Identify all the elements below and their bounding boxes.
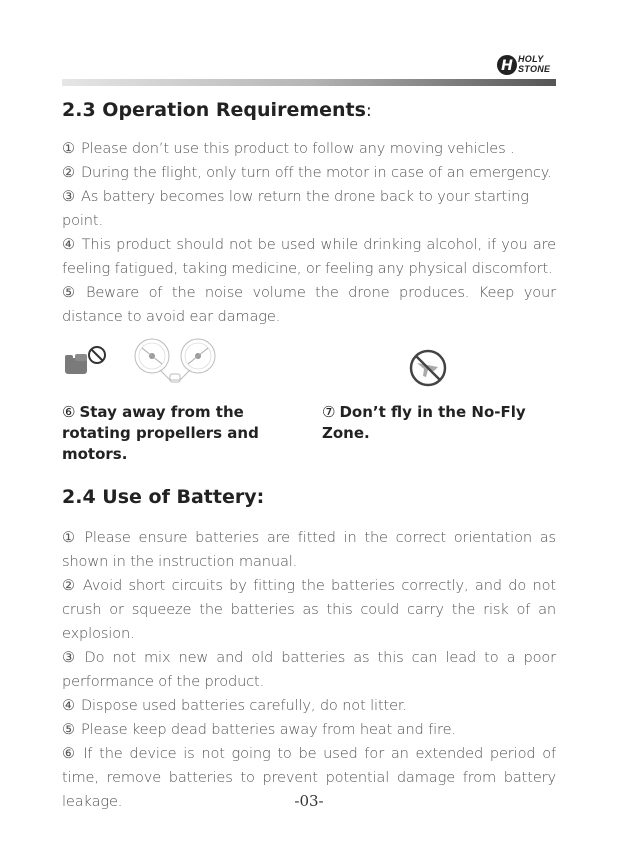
logo-text	[518, 54, 550, 74]
section-title: Operation Requirements	[102, 99, 366, 121]
item-text: Please ensure batteries are fitted in the correct orientation as shown in the instruction manual.	[62, 529, 556, 570]
no-touch-propeller-icon	[62, 336, 222, 392]
list-item	[62, 281, 556, 329]
page-number: -03-	[294, 792, 324, 810]
list-item	[62, 233, 556, 281]
logo-mark-icon	[496, 53, 518, 77]
item-number: ⑤	[62, 721, 75, 738]
logo-text-line2: STONE	[518, 64, 551, 74]
list-item	[62, 137, 556, 161]
list-item	[62, 574, 556, 646]
item-number: ①	[62, 140, 75, 157]
list-item	[62, 718, 556, 742]
list-item	[62, 161, 556, 185]
battery-use-list	[62, 526, 556, 814]
no-fly-zone-icon	[408, 348, 448, 388]
item-text: Please don’t use this product to follow any moving vehicles .	[80, 140, 515, 157]
item-text: As battery becomes low return the drone back to your starting point.	[62, 188, 529, 229]
item-number: ③	[62, 188, 75, 205]
list-item	[62, 185, 556, 233]
list-item	[62, 694, 556, 718]
caption-text: Don’t fly in the No-Fly Zone.	[322, 403, 526, 442]
item-number: ④	[62, 697, 75, 714]
item-number: ②	[62, 577, 77, 594]
item-text: During the flight, only turn off the motor in case of an emergency.	[80, 164, 552, 181]
list-item	[62, 646, 556, 694]
caption-text: Stay away from the rotating propellers and motors.	[62, 403, 259, 463]
item-number: ①	[62, 529, 79, 546]
warning-caption-no-fly	[322, 402, 562, 444]
holy-stone-logo	[496, 53, 566, 81]
item-text: Please keep dead batteries away from heat and fire.	[80, 721, 456, 738]
item-number: ④	[62, 236, 76, 253]
item-text: This product should not be used while drinking alcohol, if you are feeling fatigued, taking medicine, or feeling any physical discomfort.	[62, 236, 556, 277]
section-heading-battery	[62, 486, 264, 508]
caption-number: ⑦	[322, 403, 336, 421]
warning-caption-propellers	[62, 402, 312, 465]
item-number: ⑤	[62, 284, 80, 301]
item-number: ②	[62, 164, 75, 181]
caption-number: ⑥	[62, 403, 76, 421]
svg-text:H: H	[501, 58, 513, 74]
section-title: Use of Battery:	[102, 486, 265, 508]
operation-requirements-list	[62, 137, 556, 329]
list-item	[62, 526, 556, 574]
item-text: Dispose used batteries carefully, do not litter.	[80, 697, 407, 714]
item-number: ⑥	[62, 745, 78, 762]
item-text: Do not mix new and old batteries as this can lead to a poor performance of the product.	[62, 649, 556, 690]
section-number: 2.4	[62, 486, 96, 508]
header-bar	[62, 79, 556, 86]
logo-text-line1: HOLY	[518, 54, 544, 64]
section-number: 2.3	[62, 99, 96, 121]
item-text: If the device is not going to be used for an extended period of time, remove batteries to prevent potential damage from battery leakage.	[62, 745, 556, 810]
section-heading-operation: 2.3 Operation Requirements:	[62, 99, 372, 121]
item-number: ③	[62, 649, 79, 666]
item-text: Avoid short circuits by fitting the batteries correctly, and do not crush or squeeze the batteries as this could carry the risk of an explosion.	[62, 577, 556, 642]
item-text: Beware of the noise volume the drone produces. Keep your distance to avoid ear damage.	[62, 284, 556, 325]
